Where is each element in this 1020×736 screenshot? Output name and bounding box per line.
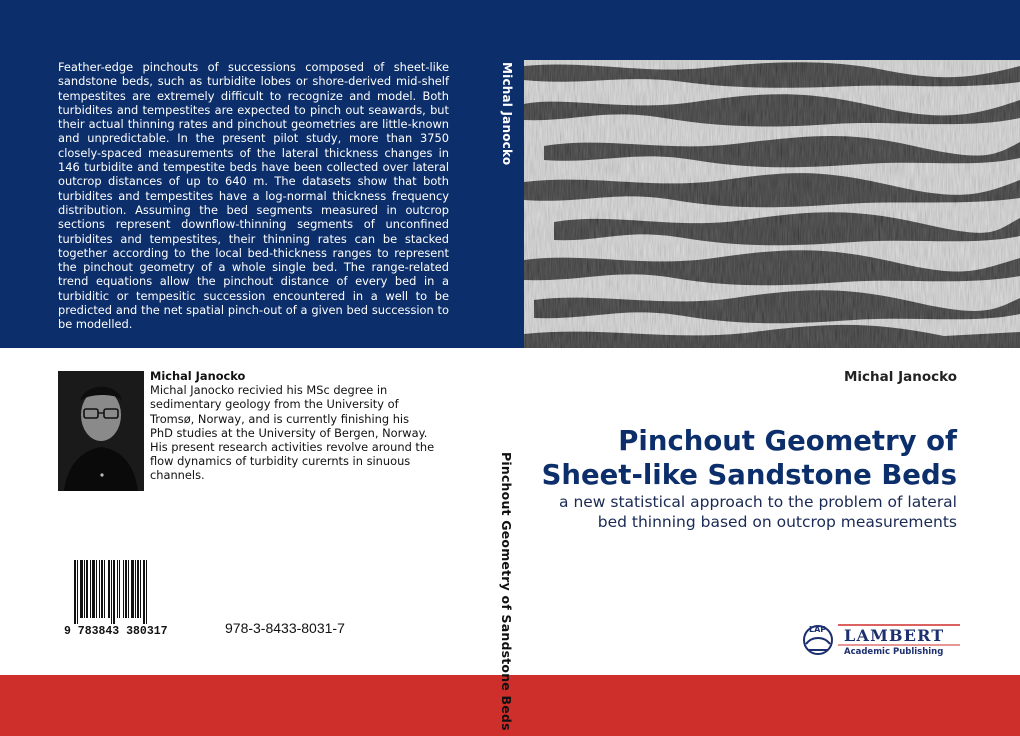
front-title: Pinchout Geometry of Sheet-like Sandstone Beds [541, 425, 957, 491]
barcode-icon [62, 558, 210, 636]
author-bio [150, 369, 435, 483]
barcode-bar [146, 560, 147, 624]
barcode-bar [108, 560, 110, 618]
barcode-bar [119, 560, 120, 618]
barcode-bar [137, 560, 139, 618]
back-cover-blurb: Feather-edge pinchouts of successions composed of sheet-like sandstone beds, such as turbidite lobes or shore-derived mid-shelf tempestites are extremely difficult to recognize and model. Both turbidites and tempestites are expected to pinch out seawards, but their actual thinning rates and pinchout geometries are little-known and unpredictable. In the present pilot study, more than 3750 closely-spaced measurements of the lateral thickness changes in 146 turbidite and tempestite beds have been collected over lateral outcrop distances of up to 640 m. The datasets show that both turbidites and tempestites have a log-normal thickness frequency distribution. Assuming the bed segments measured in outcrop sections represent downflow-thinning segments of unconfined turbidites and tempestites, their thinning rates can be stacked together according to the local bed-thickness ranges to represent the pinchout geometry of a whole single bed. The range-related trend equations allow the pinchout distance of every bed in a turbiditic or tempesitic succession encountered in a well to be predicted and the net spatial pinch-out of a given bed succession to be modelled. [58, 60, 449, 332]
barcode-bar [90, 560, 91, 618]
logo-sub-text: Academic Publishing [844, 647, 944, 657]
logo-badge-text: LAP [809, 625, 827, 634]
barcode-digits: 9 783843 380317 [64, 625, 168, 636]
front-author: Michal Janocko [843, 369, 957, 385]
barcode-bar [74, 560, 76, 624]
barcode-bar [111, 560, 112, 624]
barcode-bar [86, 560, 88, 618]
barcode-bar [77, 560, 78, 624]
barcode-bar [123, 560, 124, 618]
barcode-bar [84, 560, 85, 618]
barcode-bar [117, 560, 118, 618]
barcode-bar [101, 560, 103, 618]
barcode-bar [131, 560, 134, 618]
spine-title: Pinchout Geometry of Sandstone Beds [499, 452, 514, 731]
bio-text: Michal Janocko recivied his MSc degree in sedimentary geology from the University of Tromsø, Norway, and is currently finishing his PhD studies at the University of Bergen, Norway. His present research activities revolve around the flow dynamics of turbidity curernts in sinuous channels. [150, 383, 435, 483]
bio-author-name: Michal Janocko [150, 369, 246, 383]
barcode-bar [140, 560, 141, 618]
barcode-bar [143, 560, 145, 624]
barcode-bar [99, 560, 100, 618]
barcode-bar [128, 560, 129, 618]
barcode-bar [92, 560, 95, 618]
barcode-bar [135, 560, 136, 618]
zebra-pattern-image [524, 60, 1020, 348]
logo-main-text: LAMBERT [844, 626, 945, 645]
lap-logo-icon [798, 620, 963, 658]
barcode-bar [125, 560, 127, 618]
barcode-bar [113, 560, 115, 624]
barcode-bar [104, 560, 105, 618]
spine-author: Michal Janocko [500, 62, 514, 166]
isbn-text: 978-3-8433-8031-7 [225, 620, 345, 636]
barcode-bar [96, 560, 97, 618]
front-subtitle: a new statistical approach to the problem of lateral bed thinning based on outcrop measurements [559, 493, 957, 531]
author-photo [58, 371, 144, 491]
barcode-bar [80, 560, 83, 618]
